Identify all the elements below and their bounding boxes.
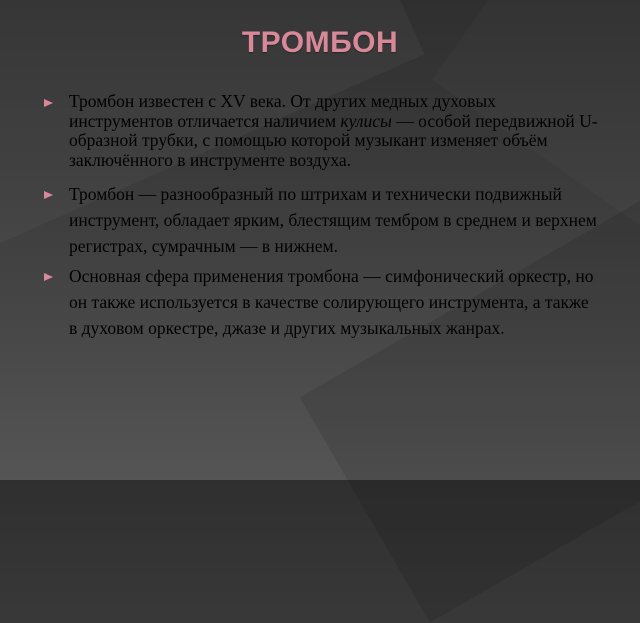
bullet-item xyxy=(44,263,600,341)
triangle-bullet-icon xyxy=(44,273,53,281)
bullet-text: Основная сфера применения тромбона — симфонический оркестр, но он также используется в качестве солирующего инструмента, а также в духовом оркестре, джазе и других музыкальных жанрах. xyxy=(69,266,594,338)
bullet-text-italic: кулисы xyxy=(340,110,392,131)
bullet-text: Тромбон — разнообразный по штрихам и технически подвижный инструмент, обладает ярким, блестящим тембром в среднем и верхнем регистрах, сумрачным — в нижнем. xyxy=(69,184,597,256)
bullet-text: — особой передвижной U-образной трубки, с помощью которой музыкант изменяет объём заключённого в инструменте воздуха. xyxy=(69,110,598,170)
triangle-bullet-icon xyxy=(44,99,53,107)
bullet-item xyxy=(44,181,600,259)
slide-title: ТРОМБОН xyxy=(241,26,399,59)
bullet-item xyxy=(44,92,600,170)
triangle-bullet-icon xyxy=(44,191,53,199)
bullet-text: Тромбон известен с XV века. От других медных духовых инструментов отличается наличием xyxy=(69,91,496,131)
bullet-list xyxy=(44,92,600,341)
